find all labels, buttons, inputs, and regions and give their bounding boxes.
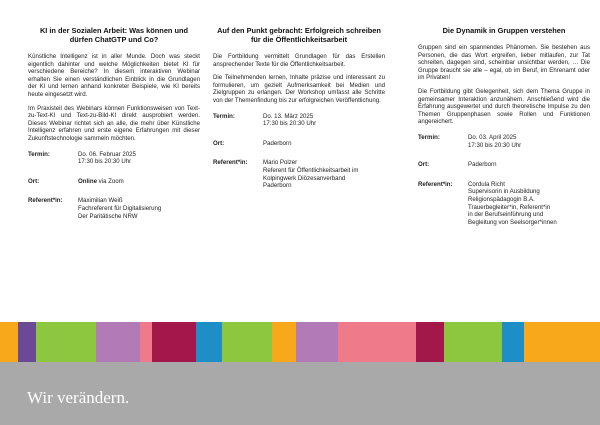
referent-line: Cordula Richt (468, 180, 505, 188)
column-3-termin-row (418, 134, 590, 149)
referent-line: Fachreferent für Digitalisierung (78, 204, 162, 212)
termin-time: 17:30 bis 20:30 Uhr (78, 158, 132, 166)
column-3 (418, 26, 590, 226)
color-stripe-band (0, 322, 600, 362)
color-stripe (524, 322, 600, 362)
ort-value: Paderborn (263, 139, 292, 147)
column-2-ort-row (213, 140, 385, 148)
column-3-referent-row (418, 181, 590, 227)
column-1-paragraph-1: Künstliche Intelligenz ist in aller Munde. Doch was steckt eigentlich dahinter und welche Möglichkeiten bietet KI für verschiedene Bereiche? In diesem interaktiven Webinar erhalten Sie einen verständlichen Einblick in die Grundlagen der KI und lernen anhand konkreter Beispiele, wie KI bereits heute eingesetzt wird. (28, 53, 200, 98)
ort-label: Ort: (418, 161, 430, 169)
column-2-title: Auf den Punkt gebracht: Erfolgreich schreiben für die Öffentlichkeitsarbeit (217, 26, 381, 44)
color-stripe (222, 322, 272, 362)
ort-label: Ort: (28, 177, 40, 185)
referent-line: Der Paritätische NRW (78, 212, 138, 220)
termin-label: Termin: (213, 112, 235, 120)
referent-line: in der Berufseinführung und (468, 211, 544, 219)
column-2-paragraph-1: Die Fortbildung vermittelt Grundlagen für das Erstellen ansprechender Texte für die Öffentlichkeitsarbeit. (213, 53, 385, 68)
termin-date: Do. 03. April 2025 (468, 133, 517, 141)
ort-label: Ort: (213, 139, 225, 147)
referent-line: Trauerbegleiter*in, Referent*in (468, 203, 551, 211)
color-stripe (140, 322, 152, 362)
referent-label: Referent*in: (213, 159, 248, 167)
column-1-paragraph-2: Im Praxisteil des Webinars können Funktionsweisen von Text-zu-Text-KI und Text-zu-Bild-KI direkt ausprobiert werden. Dieses Webinar richtet sich an alle, die mehr über Künstliche Intelligenz erfahren und erste eigene Erfahrungen mit dieser Zukunftstechnologie sammeln möchten. (28, 104, 200, 142)
referent-line: Supervisorin in Ausbildung (468, 188, 540, 196)
column-2-paragraph-2: Die Teilnehmenden lernen, Inhalte präzise und interessant zu formulieren, um gezielt Aufmerksamkeit bei Medien und Zielgruppen zu erlangen. Der Workshop umfasst alle Schritte von der Themenfindung bis zur erfolgreichen Veröffentlichung. (213, 74, 385, 104)
color-stripe (36, 322, 96, 362)
ort-value: Paderborn (468, 161, 497, 169)
column-2 (213, 26, 385, 190)
color-stripe (0, 322, 18, 362)
ort-zoom: via Zoom (96, 177, 124, 185)
column-1-title: KI in der Sozialen Arbeit: Was können und dürfen ChatGTP und Co? (39, 26, 189, 44)
termin-time: 17:30 bis 20:30 Uhr (468, 141, 522, 149)
color-stripe (416, 322, 444, 362)
termin-time: 17:30 bis 20:30 Uhr (263, 120, 317, 128)
termin-label: Termin: (28, 150, 50, 158)
color-stripe (272, 322, 296, 362)
color-stripe (338, 322, 416, 362)
column-3-paragraph-1: Gruppen sind ein spannendes Phänomen. Sie bestehen aus Personen, die das Wort ergreifen, lieber mitlaufen, zur Tat schreiten, dagegen sind, scheinbar unsichtbar werden, … Die Gruppe braucht sie alle – egal, ob im Beruf, im Ehrenamt oder im Privaten! (418, 44, 590, 82)
termin-label: Termin: (418, 133, 440, 141)
color-stripe (196, 322, 222, 362)
referent-label: Referent*in: (418, 180, 453, 188)
column-3-ort-row (418, 161, 590, 169)
column-2-termin-row (213, 113, 385, 128)
column-2-referent-row (213, 159, 385, 189)
color-stripe (96, 322, 140, 362)
column-1-referent-row (28, 197, 200, 220)
color-stripe (18, 322, 36, 362)
referent-line: Religionspädagogin B.A. (468, 195, 535, 203)
termin-date: Do. 13. März 2025 (263, 112, 314, 120)
referent-line: Kolpingwerk Diözesanverband (263, 174, 346, 182)
slogan: Wir verändern. (27, 388, 130, 407)
color-stripe (296, 322, 338, 362)
referent-line: Referent für Öffentlichkeitsarbeit im (263, 166, 359, 174)
footer-bar (0, 362, 600, 425)
column-1 (28, 26, 200, 220)
column-1-termin-row (28, 151, 200, 166)
ort-online: Online (78, 177, 97, 185)
referent-line: Maximilian Weiß (78, 197, 123, 205)
referent-line: Paderborn (263, 182, 292, 190)
referent-label: Referent*in: (28, 197, 63, 205)
referent-line: Mario Polzer (263, 159, 298, 167)
color-stripe (502, 322, 524, 362)
column-1-ort-row (28, 178, 200, 186)
column-3-paragraph-2: Die Fortbildung gibt Gelegenheit, sich dem Thema Gruppe in gemeinsamer Interaktion anzunähern. Anschließend wird die Erfahrung ausgewertet und durch theoretische Impulse zu den Themen Gruppenphasen sowie Rollen und Funktionen angereichert. (418, 87, 590, 126)
column-3-title: Die Dynamik in Gruppen verstehen (442, 26, 566, 35)
referent-line: Begleitung von Seelsorger*innen (468, 218, 557, 226)
termin-date: Do. 06. Februar 2025 (78, 150, 136, 158)
color-stripe (444, 322, 502, 362)
color-stripe (152, 322, 196, 362)
